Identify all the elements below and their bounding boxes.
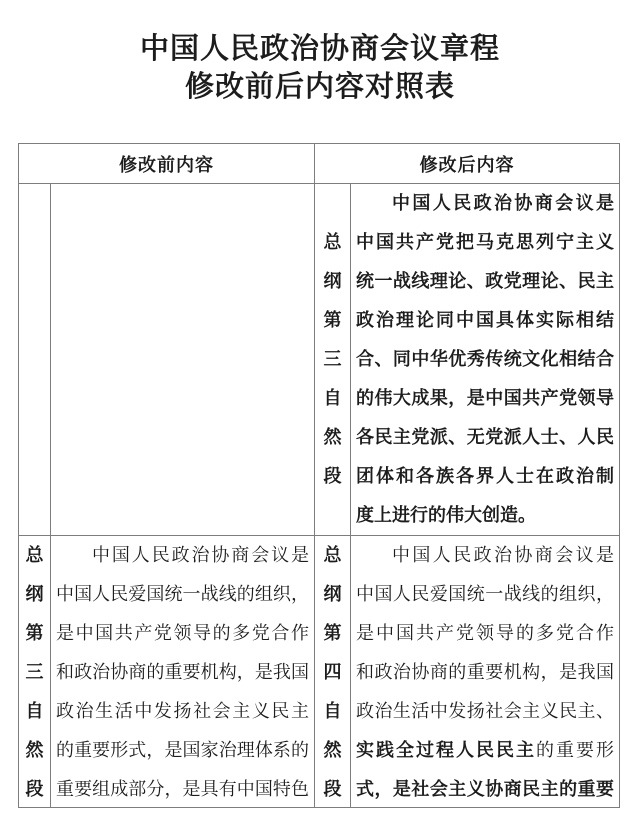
text-segment: 中国共产党把马克思列宁主义: [356, 232, 614, 252]
text-segment: 政治生活中发扬社会主义民主、: [356, 701, 614, 721]
label-char: 然: [323, 740, 342, 760]
paragraph-content: [351, 184, 619, 535]
label-char: 三: [323, 349, 342, 369]
table-header-row: [19, 144, 619, 184]
text-line: [356, 496, 614, 535]
text-segment: 中国人民政治协商会议是: [92, 545, 309, 565]
text-line: [356, 536, 614, 575]
label-char: 段: [323, 466, 342, 486]
text-segment: 实践全过程人民民主: [356, 740, 536, 760]
paragraph-content: [351, 536, 619, 808]
text-line: [356, 770, 614, 808]
text-line: [356, 731, 614, 770]
paragraph-label: [19, 536, 51, 808]
text-segment: 中国人民爱国统一战线的组织，: [356, 584, 614, 604]
label-char: 纲: [323, 584, 342, 604]
text-segment: 和政治协商的重要机构，是我国: [56, 662, 309, 682]
text-segment: 政治生活中发扬社会主义民主: [56, 701, 309, 721]
text-segment: 和政治协商的重要机构，是我国: [356, 662, 614, 682]
text-line: [356, 614, 614, 653]
text-line: [56, 536, 309, 575]
paragraph-label: [315, 184, 351, 535]
table-body: [19, 184, 619, 808]
text-line: [356, 379, 614, 418]
label-char: 总: [323, 545, 342, 565]
label-char: 自: [25, 701, 44, 721]
text-line: [356, 262, 614, 301]
paragraph-label: [315, 536, 351, 808]
table-row: [19, 184, 619, 535]
text-line: [356, 692, 614, 731]
text-line: [56, 770, 309, 808]
label-char: 总: [323, 232, 342, 252]
label-char: 自: [323, 701, 342, 721]
text-segment: 度上进行的伟大创造。: [356, 505, 536, 525]
paragraph-content: [51, 536, 314, 808]
paragraph-label: [19, 184, 51, 535]
text-line: [56, 731, 309, 770]
comparison-table: [18, 143, 620, 808]
document-title: [0, 0, 640, 106]
cell-after: [315, 184, 619, 535]
text-line: [356, 418, 614, 457]
header-before-content: 修改前内容: [19, 144, 315, 183]
text-segment: 合、同中华优秀传统文化相结合: [356, 349, 614, 369]
text-line: [56, 614, 309, 653]
label-char: 段: [25, 779, 44, 799]
text-segment: 重要组成部分，是具有中国特色: [56, 779, 309, 799]
text-segment: 的重要形: [536, 740, 614, 760]
text-segment: 政治理论同中国具体实际相结: [356, 310, 614, 330]
label-char: 第: [323, 310, 342, 330]
text-line: [356, 575, 614, 614]
label-char: 纲: [323, 271, 342, 291]
label-char: 然: [25, 740, 44, 760]
text-segment: 各民主党派、无党派人士、人民: [356, 427, 614, 447]
label-char: 四: [323, 662, 342, 682]
cell-before: [19, 184, 315, 535]
text-segment: 的伟大成果，是中国共产党领导: [356, 388, 614, 408]
paragraph-content: [51, 184, 314, 535]
label-char: 第: [323, 623, 342, 643]
text-line: [56, 575, 309, 614]
text-line: [356, 301, 614, 340]
label-char: 总: [25, 545, 44, 565]
text-line: [356, 223, 614, 262]
table-row: [19, 535, 619, 808]
text-segment: 统一战线理论、政党理论、民主: [356, 271, 614, 291]
text-line: [356, 340, 614, 379]
label-char: 然: [323, 427, 342, 447]
title-line-1: 中国人民政治协商会议章程: [139, 33, 500, 65]
text-segment: 是中国共产党领导的多党合作: [356, 623, 614, 643]
label-char: 三: [25, 662, 44, 682]
header-after-content: 修改后内容: [419, 154, 515, 175]
text-segment: 团体和各族各界人士在政治制: [356, 466, 614, 486]
text-line: [356, 184, 614, 223]
cell-after: [315, 536, 619, 808]
text-segment: 中国人民政治协商会议是: [392, 193, 614, 213]
text-line: [356, 457, 614, 496]
label-char: 段: [323, 779, 342, 799]
label-char: 第: [25, 623, 44, 643]
text-segment: 式，是社会主义协商民主的重要: [356, 779, 614, 799]
label-char: 自: [323, 388, 342, 408]
label-char: 纲: [25, 584, 44, 604]
title-line-2: 修改前后内容对照表: [184, 71, 455, 103]
text-line: [56, 692, 309, 731]
text-segment: 中国人民政治协商会议是: [392, 545, 614, 565]
text-line: [356, 653, 614, 692]
cell-before: [19, 536, 315, 808]
text-segment: 中国人民爱国统一战线的组织，: [56, 584, 309, 604]
text-segment: 是中国共产党领导的多党合作: [56, 623, 309, 643]
text-line: [56, 653, 309, 692]
text-segment: 的重要形式，是国家治理体系的: [56, 740, 309, 760]
